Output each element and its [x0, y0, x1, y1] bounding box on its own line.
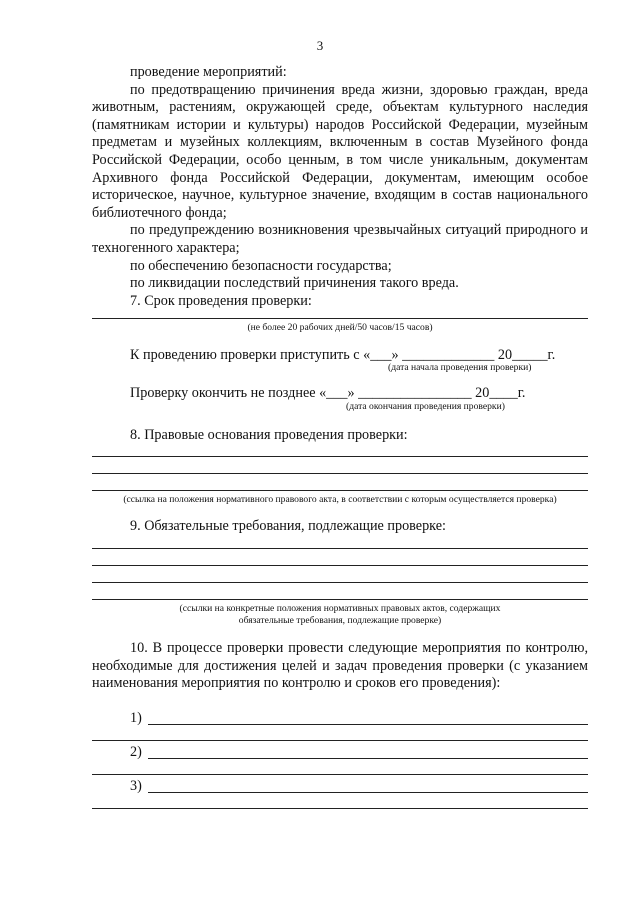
item9-line-2: [92, 565, 588, 566]
body-text: [92, 64, 588, 310]
item7-label: 7. Срок проведения проверки:: [130, 292, 312, 309]
end-date-text: Проверку окончить не позднее «___» ________________ 20____г.: [130, 385, 526, 401]
item9-label: 9. Обязательные требования, подлежащие проверке:: [130, 518, 446, 534]
entry-3-number: 3): [130, 778, 142, 794]
paragraph-emergency: по предупреждению возникновения чрезвычайных ситуаций природного и техногенного характера;: [92, 222, 588, 256]
entry-3-line-2: [92, 808, 588, 809]
item9-note-line1: (ссылки на конкретные положения нормативных правовых актов, содержащих: [179, 603, 501, 614]
entry-2-number: 2): [130, 744, 142, 760]
paragraph-intro: проведение мероприятий:: [130, 64, 287, 80]
paragraph-prevention: по предотвращению причинения вреда жизни, здоровью граждан, вреда животным, растениям, окружающей среде, объектам культурного наследия (памятникам истории и культуры) народов Российской Федерации, музейным предметам и музейных коллекциям, включенным в состав Музейного фонда Российской Федерации, особо ценным, в том числе уникальным, документам Архивного фонда Российской Федерации, документам, имеющим особое историческое, научное, культурное значение, входящим в состав национального библиотечного фонда;: [92, 81, 588, 221]
item7-fill-line: [92, 318, 588, 319]
item8-line-3: [92, 490, 588, 491]
start-date-note: (дата начала проведения проверки): [388, 362, 532, 373]
item10-text: 10. В процессе проверки провести следующие мероприятия по контролю, необходимые для достижения целей и задач проведения проверки (с указанием наименования мероприятия по контролю и сроков его проведения):: [92, 640, 588, 692]
item9-note-line2: обязательные требования, подлежащие проверке): [238, 615, 442, 626]
item9-note: [92, 603, 588, 627]
item9-line-1: [92, 548, 588, 549]
start-date-text: К проведению проверки приступить с «___» _____________ 20_____г.: [130, 347, 556, 363]
item9-line-3: [92, 582, 588, 583]
entry-3-line: [148, 792, 588, 793]
entry-1-line-2: [92, 740, 588, 741]
item7-note: (не более 20 рабочих дней/50 часов/15 часов): [247, 322, 433, 333]
item9-line-4: [92, 599, 588, 600]
entry-1-number: 1): [130, 710, 142, 726]
entry-2-line-2: [92, 774, 588, 775]
entry-2-line: [148, 758, 588, 759]
item8-note: (ссылка на положения нормативного правового акта, в соответствии с которым осуществляется проверка): [123, 494, 557, 505]
end-date-note: (дата окончания проведения проверки): [346, 401, 505, 412]
page-number: 3: [316, 38, 324, 53]
entry-1-line: [148, 724, 588, 725]
item8-line-1: [92, 456, 588, 457]
item8-line-2: [92, 473, 588, 474]
paragraph-liquidation: по ликвидации последствий причинения такого вреда.: [130, 275, 459, 292]
item8-label: 8. Правовые основания проведения проверки:: [130, 427, 408, 443]
paragraph-security: по обеспечению безопасности государства;: [130, 257, 392, 274]
